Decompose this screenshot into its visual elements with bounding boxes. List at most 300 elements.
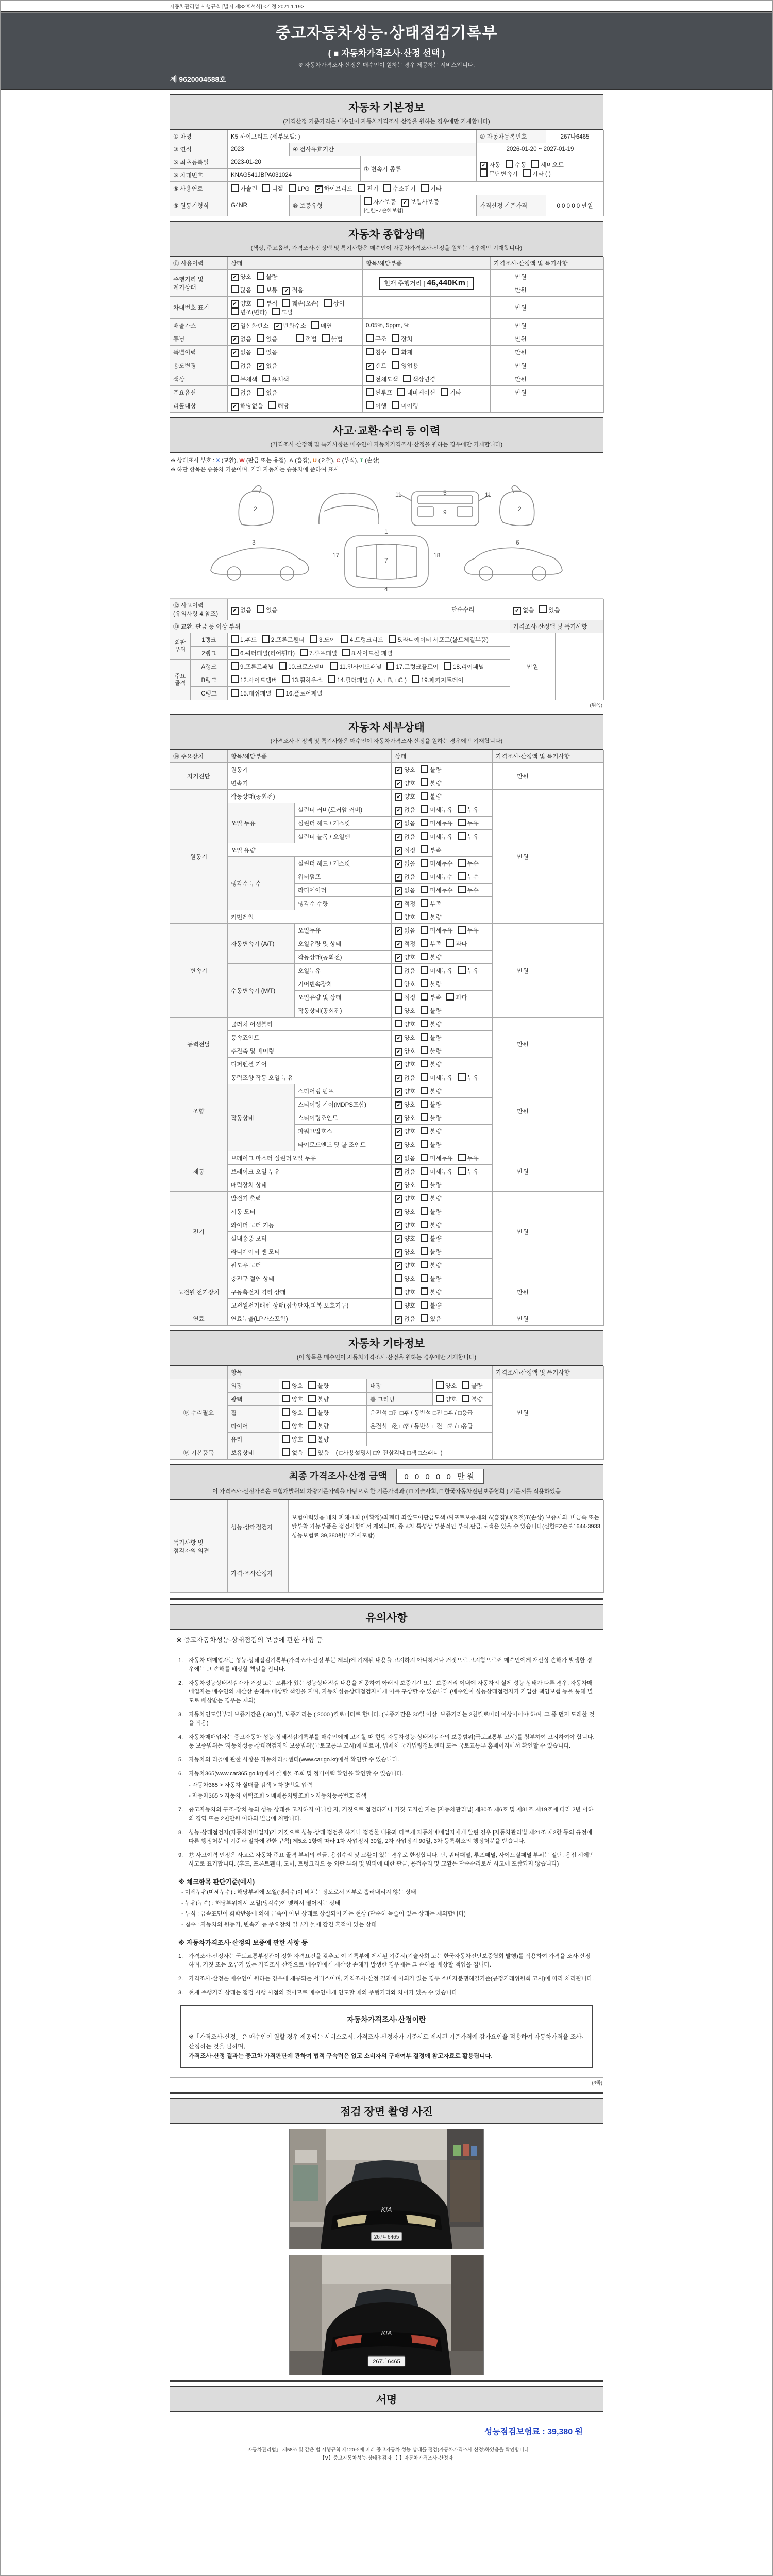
- checkbox-option[interactable]: [282, 1395, 303, 1403]
- checkbox-option[interactable]: [358, 184, 378, 193]
- checkbox[interactable]: [262, 375, 270, 382]
- checkbox-option[interactable]: [421, 819, 452, 827]
- checkbox[interactable]: [300, 649, 308, 656]
- checkbox[interactable]: [308, 1381, 316, 1389]
- checkbox[interactable]: [458, 832, 466, 840]
- checkbox-option[interactable]: [231, 285, 251, 294]
- checkbox[interactable]: [282, 299, 290, 307]
- checkbox-option[interactable]: [395, 1020, 415, 1028]
- checkbox[interactable]: ✔: [366, 363, 374, 370]
- checkbox-option[interactable]: [366, 362, 386, 370]
- checkbox-option[interactable]: [231, 635, 257, 644]
- checkbox[interactable]: [421, 792, 428, 800]
- checkbox-option[interactable]: [392, 361, 418, 370]
- checkbox-option[interactable]: [231, 388, 251, 397]
- checkbox[interactable]: [231, 649, 239, 656]
- checkbox[interactable]: ✔: [231, 336, 239, 344]
- checkbox[interactable]: [231, 675, 239, 683]
- checkbox[interactable]: [366, 388, 374, 396]
- checkbox-option[interactable]: [282, 1408, 303, 1417]
- checkbox[interactable]: ✔: [395, 1142, 402, 1149]
- checkbox-option[interactable]: [231, 375, 257, 383]
- checkbox-option[interactable]: [458, 1167, 479, 1176]
- checkbox[interactable]: [421, 1314, 428, 1322]
- checkbox-option[interactable]: [458, 1154, 479, 1162]
- checkbox-option[interactable]: [421, 1020, 441, 1028]
- checkbox[interactable]: [257, 299, 264, 307]
- checkbox[interactable]: [397, 388, 405, 396]
- checkbox[interactable]: ✔: [395, 780, 402, 788]
- checkbox-option[interactable]: [395, 779, 415, 787]
- checkbox[interactable]: [421, 1046, 428, 1054]
- checkbox[interactable]: [458, 872, 466, 880]
- checkbox-option[interactable]: [395, 1154, 415, 1162]
- checkbox[interactable]: [421, 872, 428, 880]
- checkbox-option[interactable]: [480, 169, 518, 178]
- checkbox-option[interactable]: [458, 872, 479, 881]
- checkbox[interactable]: [282, 1395, 290, 1402]
- checkbox[interactable]: [458, 859, 466, 867]
- checkbox-option[interactable]: [421, 966, 452, 975]
- checkbox[interactable]: [421, 778, 428, 786]
- checkbox[interactable]: [282, 1435, 290, 1443]
- checkbox-option[interactable]: [421, 1046, 441, 1055]
- checkbox[interactable]: ✔: [395, 1115, 402, 1123]
- checkbox-option[interactable]: [366, 334, 386, 343]
- checkbox[interactable]: [257, 285, 264, 293]
- checkbox[interactable]: [436, 1381, 444, 1389]
- checkbox-option[interactable]: [395, 1167, 415, 1176]
- checkbox[interactable]: [458, 926, 466, 934]
- checkbox[interactable]: [412, 675, 419, 683]
- checkbox[interactable]: [421, 1194, 428, 1201]
- checkbox[interactable]: [392, 334, 399, 342]
- checkbox-option[interactable]: [395, 900, 415, 908]
- checkbox[interactable]: [421, 966, 428, 974]
- checkbox-option[interactable]: [392, 401, 418, 410]
- checkbox-option[interactable]: [446, 939, 467, 948]
- checkbox[interactable]: [231, 361, 239, 369]
- checkbox[interactable]: [257, 272, 264, 280]
- checkbox-option[interactable]: [421, 1194, 441, 1202]
- checkbox-option[interactable]: [296, 334, 316, 343]
- checkbox[interactable]: ✔: [231, 323, 239, 330]
- checkbox-option[interactable]: [366, 401, 386, 410]
- checkbox[interactable]: ✔: [231, 607, 239, 615]
- checkbox[interactable]: ✔: [395, 1316, 402, 1324]
- checkbox[interactable]: [342, 649, 350, 656]
- checkbox[interactable]: ✔: [231, 403, 239, 411]
- checkbox[interactable]: [421, 939, 428, 947]
- checkbox-option[interactable]: [421, 912, 441, 921]
- checkbox[interactable]: [395, 1006, 402, 1014]
- checkbox[interactable]: [257, 605, 264, 613]
- checkbox-option[interactable]: [395, 966, 415, 975]
- checkbox[interactable]: [421, 859, 428, 867]
- checkbox-option[interactable]: [383, 184, 415, 193]
- checkbox[interactable]: [421, 1221, 428, 1228]
- checkbox-option[interactable]: [421, 1274, 441, 1283]
- checkbox-option[interactable]: [257, 388, 277, 397]
- checkbox-option[interactable]: [389, 635, 489, 644]
- checkbox[interactable]: [421, 953, 428, 960]
- checkbox-option[interactable]: [257, 348, 277, 357]
- checkbox-option[interactable]: [257, 605, 277, 614]
- checkbox-option[interactable]: [395, 1047, 415, 1055]
- checkbox-option[interactable]: [421, 872, 452, 881]
- checkbox-option[interactable]: [421, 1234, 441, 1243]
- checkbox-option[interactable]: [392, 348, 412, 357]
- checkbox[interactable]: [421, 1113, 428, 1121]
- checkbox[interactable]: ✔: [395, 941, 402, 948]
- checkbox[interactable]: [231, 635, 239, 643]
- checkbox[interactable]: [231, 388, 239, 396]
- checkbox[interactable]: [531, 160, 539, 168]
- checkbox[interactable]: [395, 912, 402, 920]
- checkbox-option[interactable]: [395, 912, 415, 921]
- checkbox[interactable]: [421, 1287, 428, 1295]
- checkbox[interactable]: [446, 939, 454, 947]
- checkbox-option[interactable]: [421, 939, 441, 948]
- checkbox-option[interactable]: [458, 886, 479, 894]
- checkbox-option[interactable]: [421, 1033, 441, 1042]
- checkbox[interactable]: ✔: [401, 199, 409, 207]
- checkbox-option[interactable]: [300, 649, 337, 657]
- checkbox-option[interactable]: [308, 1381, 329, 1390]
- checkbox-option[interactable]: [395, 1234, 415, 1243]
- checkbox-option[interactable]: [395, 1301, 415, 1310]
- checkbox[interactable]: [364, 197, 372, 205]
- checkbox[interactable]: [366, 375, 374, 382]
- checkbox[interactable]: [462, 1381, 469, 1389]
- checkbox[interactable]: [395, 993, 402, 1001]
- checkbox[interactable]: [324, 299, 332, 307]
- checkbox-option[interactable]: [308, 1448, 329, 1457]
- checkbox-option[interactable]: [421, 805, 452, 814]
- checkbox-option[interactable]: [421, 979, 441, 988]
- checkbox[interactable]: [257, 334, 264, 342]
- checkbox[interactable]: [462, 1395, 469, 1402]
- checkbox-option[interactable]: [412, 675, 464, 684]
- checkbox[interactable]: [421, 993, 428, 1001]
- checkbox-option[interactable]: [315, 184, 353, 193]
- checkbox[interactable]: [389, 635, 396, 643]
- checkbox[interactable]: [386, 662, 394, 670]
- checkbox-option[interactable]: [289, 184, 310, 192]
- checkbox[interactable]: [421, 1247, 428, 1255]
- checkbox[interactable]: [523, 169, 531, 177]
- checkbox[interactable]: [441, 388, 448, 396]
- checkbox[interactable]: [311, 321, 319, 329]
- checkbox-option[interactable]: [458, 832, 479, 841]
- checkbox-option[interactable]: [231, 299, 251, 308]
- checkbox[interactable]: [421, 1154, 428, 1161]
- checkbox[interactable]: [421, 819, 428, 826]
- checkbox[interactable]: ✔: [395, 1195, 402, 1203]
- checkbox[interactable]: [279, 662, 287, 670]
- checkbox-option[interactable]: [310, 635, 335, 644]
- checkbox[interactable]: [446, 993, 454, 1001]
- checkbox-option[interactable]: [282, 1435, 303, 1444]
- checkbox-option[interactable]: [276, 689, 323, 698]
- checkbox-option[interactable]: [462, 1381, 482, 1390]
- checkbox-option[interactable]: [395, 1208, 415, 1216]
- checkbox[interactable]: [341, 635, 348, 643]
- checkbox[interactable]: [231, 375, 239, 382]
- checkbox-option[interactable]: [392, 334, 412, 343]
- checkbox-option[interactable]: [421, 1006, 441, 1015]
- checkbox-option[interactable]: [308, 1435, 329, 1444]
- checkbox-option[interactable]: [257, 272, 277, 281]
- checkbox[interactable]: ✔: [395, 1222, 402, 1230]
- checkbox[interactable]: [231, 285, 239, 293]
- checkbox[interactable]: [421, 832, 428, 840]
- checkbox-option[interactable]: [421, 953, 441, 961]
- checkbox-option[interactable]: [421, 1180, 441, 1189]
- checkbox[interactable]: [421, 1207, 428, 1215]
- checkbox-option[interactable]: [421, 1301, 441, 1310]
- checkbox-option[interactable]: [395, 1248, 415, 1256]
- checkbox-option[interactable]: [480, 161, 500, 169]
- checkbox-option[interactable]: [436, 1381, 457, 1390]
- checkbox[interactable]: [539, 605, 547, 613]
- checkbox[interactable]: [421, 1127, 428, 1134]
- checkbox-option[interactable]: [395, 819, 415, 827]
- checkbox[interactable]: [257, 388, 264, 396]
- checkbox[interactable]: [421, 926, 428, 934]
- checkbox[interactable]: ✔: [395, 767, 402, 774]
- checkbox-option[interactable]: [257, 285, 277, 294]
- checkbox[interactable]: [282, 675, 290, 683]
- checkbox-option[interactable]: [421, 1127, 441, 1136]
- checkbox-option[interactable]: [395, 1315, 415, 1323]
- checkbox[interactable]: [421, 1180, 428, 1188]
- checkbox-option[interactable]: [421, 1113, 441, 1122]
- checkbox-option[interactable]: [421, 1154, 452, 1162]
- checkbox-option[interactable]: [395, 993, 415, 1002]
- checkbox-option[interactable]: [257, 299, 277, 308]
- checkbox-option[interactable]: [395, 1033, 415, 1042]
- checkbox-option[interactable]: [282, 1421, 303, 1430]
- checkbox[interactable]: ✔: [395, 1235, 402, 1243]
- checkbox-option[interactable]: [395, 1006, 415, 1015]
- checkbox-option[interactable]: [324, 299, 345, 308]
- checkbox[interactable]: ✔: [395, 807, 402, 815]
- checkbox[interactable]: ✔: [282, 287, 290, 295]
- checkbox-option[interactable]: [364, 197, 396, 206]
- checkbox[interactable]: [458, 819, 466, 826]
- checkbox-option[interactable]: [395, 1087, 415, 1095]
- checkbox[interactable]: [262, 184, 270, 192]
- checkbox-option[interactable]: [523, 169, 551, 178]
- checkbox[interactable]: [421, 912, 428, 920]
- checkbox-option[interactable]: [531, 160, 563, 169]
- checkbox-option[interactable]: [421, 792, 441, 801]
- checkbox[interactable]: [257, 348, 264, 355]
- checkbox[interactable]: [421, 765, 428, 773]
- checkbox-option[interactable]: [262, 184, 283, 193]
- checkbox-option[interactable]: [386, 662, 439, 671]
- checkbox-option[interactable]: [268, 401, 289, 410]
- checkbox[interactable]: [421, 1167, 428, 1175]
- checkbox[interactable]: [276, 689, 284, 697]
- checkbox-option[interactable]: [421, 1221, 441, 1229]
- checkbox-option[interactable]: [444, 662, 484, 671]
- checkbox[interactable]: [458, 966, 466, 974]
- checkbox-option[interactable]: [421, 765, 441, 774]
- checkbox[interactable]: [421, 1234, 428, 1242]
- checkbox[interactable]: [358, 184, 365, 192]
- checkbox-option[interactable]: [395, 1261, 415, 1269]
- checkbox[interactable]: ✔: [231, 300, 239, 308]
- checkbox[interactable]: ✔: [395, 901, 402, 908]
- checkbox[interactable]: [282, 1381, 290, 1389]
- checkbox-option[interactable]: [395, 1114, 415, 1122]
- checkbox-option[interactable]: [421, 886, 452, 894]
- checkbox-option[interactable]: [421, 1087, 441, 1095]
- checkbox[interactable]: [458, 1154, 466, 1161]
- checkbox[interactable]: [392, 361, 399, 369]
- checkbox[interactable]: [395, 966, 402, 974]
- checkbox-option[interactable]: [458, 926, 479, 935]
- checkbox-option[interactable]: [231, 348, 251, 357]
- checkbox-option[interactable]: [231, 675, 277, 684]
- checkbox-option[interactable]: [395, 1100, 415, 1109]
- checkbox[interactable]: ✔: [257, 363, 264, 370]
- checkbox[interactable]: [308, 1435, 316, 1443]
- checkbox[interactable]: ✔: [395, 887, 402, 895]
- checkbox-option[interactable]: [458, 859, 479, 868]
- checkbox[interactable]: [392, 348, 399, 355]
- checkbox[interactable]: [272, 308, 280, 315]
- checkbox-option[interactable]: [282, 299, 318, 308]
- checkbox-option[interactable]: [462, 1395, 482, 1403]
- checkbox[interactable]: [328, 675, 335, 683]
- checkbox-option[interactable]: [330, 662, 382, 671]
- checkbox[interactable]: ✔: [395, 834, 402, 841]
- checkbox-option[interactable]: [395, 1181, 415, 1189]
- checkbox[interactable]: ✔: [395, 1075, 402, 1082]
- checkbox[interactable]: [458, 805, 466, 813]
- checkbox[interactable]: [458, 886, 466, 893]
- checkbox-option[interactable]: [366, 375, 398, 383]
- checkbox-option[interactable]: [395, 1060, 415, 1069]
- checkbox[interactable]: [421, 979, 428, 987]
- checkbox[interactable]: [421, 1006, 428, 1014]
- checkbox-option[interactable]: [231, 335, 251, 343]
- checkbox-option[interactable]: [395, 886, 415, 894]
- checkbox-option[interactable]: [458, 805, 479, 814]
- checkbox-option[interactable]: [231, 649, 295, 657]
- checkbox[interactable]: [421, 1020, 428, 1027]
- checkbox-option[interactable]: [395, 833, 415, 841]
- checkbox[interactable]: [395, 1287, 402, 1295]
- checkbox[interactable]: [383, 184, 391, 192]
- checkbox[interactable]: ✔: [395, 1182, 402, 1190]
- checkbox[interactable]: [322, 334, 330, 342]
- checkbox-option[interactable]: [262, 375, 289, 383]
- checkbox[interactable]: [366, 348, 374, 355]
- checkbox[interactable]: ✔: [395, 927, 402, 935]
- checkbox[interactable]: [231, 689, 239, 697]
- checkbox-option[interactable]: [366, 348, 386, 357]
- checkbox-option[interactable]: [341, 635, 383, 644]
- checkbox[interactable]: ✔: [395, 954, 402, 962]
- checkbox-option[interactable]: [279, 662, 325, 671]
- checkbox[interactable]: [296, 334, 304, 342]
- checkbox[interactable]: [395, 1020, 402, 1027]
- checkbox-option[interactable]: [342, 649, 392, 657]
- checkbox[interactable]: [262, 635, 270, 643]
- checkbox[interactable]: [282, 1408, 290, 1416]
- checkbox-option[interactable]: [257, 334, 277, 343]
- checkbox-option[interactable]: [395, 859, 415, 868]
- checkbox-option[interactable]: [421, 778, 441, 787]
- checkbox-option[interactable]: [421, 184, 442, 193]
- checkbox-option[interactable]: [395, 1074, 415, 1082]
- checkbox-option[interactable]: [395, 873, 415, 881]
- checkbox[interactable]: [231, 308, 239, 315]
- checkbox[interactable]: ✔: [395, 820, 402, 828]
- checkbox[interactable]: [289, 184, 296, 192]
- checkbox-option[interactable]: [421, 845, 441, 854]
- checkbox[interactable]: [403, 375, 411, 382]
- checkbox-option[interactable]: [308, 1421, 329, 1430]
- checkbox[interactable]: ✔: [395, 1209, 402, 1216]
- checkbox-option[interactable]: [421, 926, 452, 935]
- checkbox-option[interactable]: [395, 1141, 415, 1149]
- checkbox-option[interactable]: [421, 1207, 441, 1216]
- checkbox-option[interactable]: [421, 1140, 441, 1149]
- checkbox-option[interactable]: [395, 766, 415, 774]
- checkbox-option[interactable]: [421, 1314, 441, 1323]
- checkbox[interactable]: [421, 1100, 428, 1108]
- checkbox[interactable]: ✔: [395, 847, 402, 855]
- checkbox[interactable]: [282, 1448, 290, 1456]
- checkbox-option[interactable]: [421, 899, 441, 908]
- checkbox-option[interactable]: [421, 1287, 441, 1296]
- checkbox[interactable]: ✔: [231, 349, 239, 357]
- checkbox-option[interactable]: [441, 388, 461, 397]
- checkbox-option[interactable]: [282, 675, 323, 684]
- checkbox[interactable]: [458, 1167, 466, 1175]
- checkbox[interactable]: ✔: [231, 274, 239, 281]
- checkbox[interactable]: [421, 899, 428, 907]
- checkbox[interactable]: [421, 1060, 428, 1067]
- checkbox-option[interactable]: [395, 1221, 415, 1229]
- checkbox-option[interactable]: [311, 321, 332, 330]
- checkbox[interactable]: [421, 1301, 428, 1309]
- checkbox-option[interactable]: [395, 792, 415, 801]
- checkbox[interactable]: [395, 1274, 402, 1282]
- checkbox-option[interactable]: [421, 832, 452, 841]
- checkbox[interactable]: [436, 1395, 444, 1402]
- checkbox[interactable]: [231, 662, 239, 670]
- checkbox[interactable]: [366, 401, 374, 409]
- checkbox-option[interactable]: [274, 321, 306, 330]
- checkbox[interactable]: [421, 184, 429, 192]
- checkbox-option[interactable]: [366, 388, 392, 397]
- checkbox-option[interactable]: [282, 1448, 303, 1457]
- checkbox[interactable]: [308, 1395, 316, 1402]
- checkbox[interactable]: [506, 160, 513, 168]
- checkbox[interactable]: [421, 1073, 428, 1081]
- checkbox-option[interactable]: [513, 606, 534, 614]
- checkbox-option[interactable]: [395, 806, 415, 814]
- checkbox-option[interactable]: [421, 1100, 441, 1109]
- checkbox-option[interactable]: [231, 321, 269, 330]
- checkbox-option[interactable]: [458, 819, 479, 827]
